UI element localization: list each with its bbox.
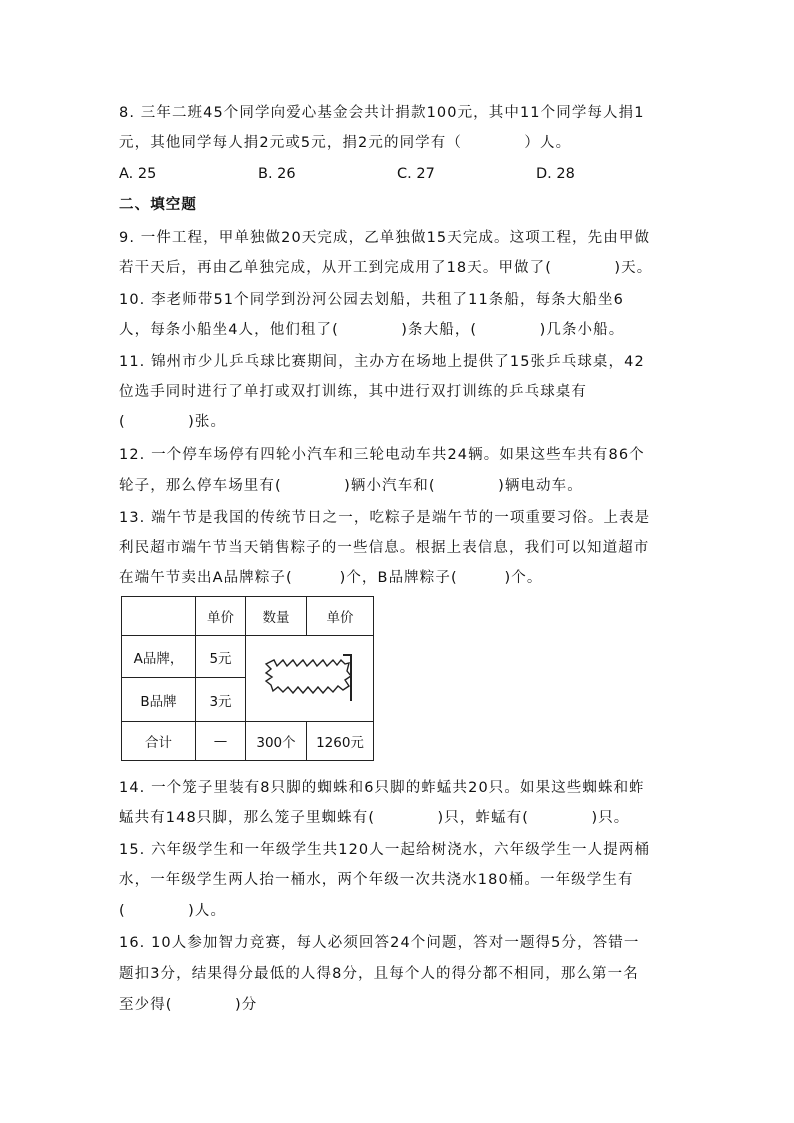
q8-line-1: 8. 三年二班45个同学向爱心基金会共计捐款100元，其中11个同学每人捐1 bbox=[119, 105, 645, 121]
q10-line-1: 10. 李老师带51个同学到汾河公园去划船，共租了11条船，每条大船坐6 bbox=[119, 292, 624, 308]
q12-line-2: 轮子，那么停车场里有( )辆小汽车和( )辆电动车。 bbox=[119, 478, 583, 494]
header-cell-blank bbox=[122, 597, 196, 636]
header-cell-price: 单价 bbox=[196, 597, 246, 636]
q11-line-3: ( )张。 bbox=[119, 414, 227, 430]
q14-line-1: 14. 一个笼子里装有8只脚的蜘蛛和6只脚的蚱蜢共20只。如果这些蜘蛛和蚱 bbox=[119, 780, 645, 796]
torn-paper-icon bbox=[250, 641, 370, 713]
torn-cell bbox=[246, 636, 374, 722]
q8-option-a: A. 25 bbox=[119, 166, 157, 182]
q14-line-2: 蜢共有148只脚，那么笼子里蜘蛛有( )只，蚱蜢有( )只。 bbox=[119, 810, 630, 826]
total-quantity: 300个 bbox=[246, 722, 307, 761]
header-cell-price-2: 单价 bbox=[307, 597, 374, 636]
table-total-row bbox=[122, 722, 374, 761]
total-price: — bbox=[196, 722, 246, 761]
q15-line-3: ( )人。 bbox=[119, 903, 227, 919]
row-label-a: A品牌， bbox=[122, 636, 196, 678]
total-label: 合计 bbox=[122, 722, 196, 761]
q13-line-3: 在端午节卖出A品牌粽子( )个，B品牌粽子( )个。 bbox=[119, 570, 543, 586]
q9-line-2: 若干天后，再由乙单独完成，从开工到完成用了18天。甲做了( )天。 bbox=[119, 260, 653, 276]
q15-line-2: 水，一年级学生两人抬一桶水，两个年级一次共浇水180桶。一年级学生有 bbox=[119, 872, 634, 888]
q11-line-1: 11. 锦州市少儿乒乓球比赛期间，主办方在场地上提供了15张乒乓球桌，42 bbox=[119, 354, 645, 370]
header-cell-quantity: 数量 bbox=[246, 597, 307, 636]
q16-line-2: 题扣3分，结果得分最低的人得8分，且每个人的得分都不相同，那么第一名 bbox=[119, 966, 639, 982]
row-price-a: 5元 bbox=[196, 636, 246, 678]
table-row bbox=[122, 636, 374, 678]
q12-line-1: 12. 一个停车场停有四轮小汽车和三轮电动车共24辆。如果这些车共有86个 bbox=[119, 447, 645, 463]
q15-line-1: 15. 六年级学生和一年级学生共120人一起给树浇水，六年级学生一人提两桶 bbox=[119, 842, 651, 858]
sales-table bbox=[121, 596, 374, 761]
q8-option-b: B. 26 bbox=[258, 166, 296, 182]
q13-line-2: 利民超市端午节当天销售粽子的一些信息。根据上表信息，我们可以知道超市 bbox=[119, 540, 650, 556]
q8-option-c: C. 27 bbox=[397, 166, 435, 182]
q11-line-2: 位选手同时进行了单打或双打训练，其中进行双打训练的乒乓球桌有 bbox=[119, 384, 587, 400]
section-heading: 二、填空题 bbox=[119, 197, 197, 213]
q16-line-1: 16. 10人参加智力竞赛，每人必须回答24个问题，答对一题得5分，答错一 bbox=[119, 935, 640, 951]
q13-line-1: 13. 端午节是我国的传统节日之一，吃粽子是端午节的一项重要习俗。上表是 bbox=[119, 510, 651, 526]
row-label-b: B品牌 bbox=[122, 678, 196, 722]
table-header-row bbox=[122, 597, 374, 636]
total-amount: 1260元 bbox=[307, 722, 374, 761]
q16-line-3: 至少得( )分 bbox=[119, 997, 258, 1013]
q8-line-2: 元，其他同学每人捐2元或5元，捐2元的同学有（ ）人。 bbox=[119, 135, 572, 151]
q9-line-1: 9. 一件工程，甲单独做20天完成，乙单独做15天完成。这项工程，先由甲做 bbox=[119, 230, 651, 246]
row-price-b: 3元 bbox=[196, 678, 246, 722]
q10-line-2: 人，每条小船坐4人，他们租了( )条大船，( )几条小船。 bbox=[119, 322, 625, 338]
q8-option-d: D. 28 bbox=[536, 166, 575, 182]
